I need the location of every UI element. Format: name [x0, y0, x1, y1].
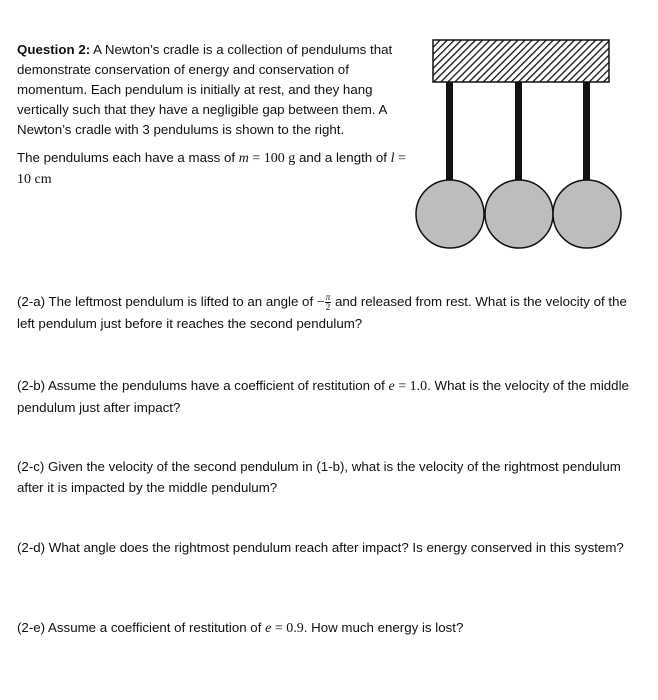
intro-text: A Newton’s cradle is a collection of pendulums that demonstrate conservation of energy and conservation of momentum. Each pendulum is initially at rest, and they hang vertically such that they have a negligible gap between them. A Newton’s cradle with 3 pendulums is shown to the right. [17, 42, 393, 137]
q2b-post: . What is the velocity of the middle pendulum just after impact? [17, 378, 629, 415]
params-prefix: The pendulums each have a mass of [17, 150, 239, 165]
pendulum-rod-middle [515, 82, 522, 180]
intro-paragraph [17, 40, 407, 140]
q2b-pre: Assume the pendulums have a coefficient of restitution of [45, 378, 389, 393]
q2a-post: and released from rest. What is the velocity of the left pendulum just before it reaches the second pendulum? [17, 294, 627, 331]
q2e-expression [265, 621, 304, 636]
length-value: = 10 cm [17, 151, 406, 187]
q2e-text [17, 617, 637, 639]
q2e-pre: Assume a coefficient of restitution of [45, 620, 266, 635]
pendulum-rod-right [583, 82, 590, 180]
mass-expression [239, 151, 296, 166]
q2b-value: = 1.0 [394, 379, 428, 394]
question-label: Question 2: [17, 42, 91, 57]
mass-variable: m [238, 151, 249, 166]
q2b-variable: e [388, 379, 395, 394]
pendulum-ball-left [416, 180, 484, 248]
q2c-body: Given the velocity of the second pendulum in (1-b), what is the velocity of the rightmost pendulum after it is impacted by the middle pendulum? [17, 459, 621, 495]
q2a-minus: − [316, 295, 325, 310]
q2e-variable: e [265, 621, 272, 636]
question-2e [17, 617, 637, 639]
question-2d [17, 537, 637, 558]
newtons-cradle-figure [408, 36, 634, 262]
q2e-post: . How much energy is lost? [303, 620, 464, 635]
q2b-text [17, 375, 637, 418]
question-2c [17, 456, 637, 498]
q2a-label: (2-a) [17, 294, 46, 309]
q2b-label: (2-b) [17, 378, 46, 393]
q2e-label: (2-e) [17, 620, 46, 635]
length-variable: l [390, 151, 395, 166]
q2c-label: (2-c) [17, 459, 45, 474]
q2d-body: What angle does the rightmost pendulum reach after impact? Is energy conserved in this system? [45, 540, 624, 555]
q2c-text [17, 456, 637, 498]
pendulum-ball-middle [485, 180, 553, 248]
pendulum-ball-right [553, 180, 621, 248]
support-beam [433, 40, 609, 82]
q2b-expression [389, 379, 428, 394]
question-2a [17, 291, 637, 334]
q2d-text [17, 537, 637, 558]
fraction-numerator: π [325, 291, 331, 302]
q2a-text [17, 291, 637, 334]
fraction-denominator: 2 [325, 301, 331, 312]
q2d-label: (2-d) [17, 540, 46, 555]
question-intro [17, 40, 407, 190]
question-2b [17, 375, 637, 418]
pendulum-rod-left [446, 82, 453, 180]
q2e-value: = 0.9 [271, 621, 304, 636]
mass-value: = 100 g [248, 151, 296, 166]
parameters-paragraph [17, 148, 407, 190]
q2a-pre: The leftmost pendulum is lifted to an angle of [45, 294, 317, 309]
params-mid: and a length of [295, 150, 391, 165]
